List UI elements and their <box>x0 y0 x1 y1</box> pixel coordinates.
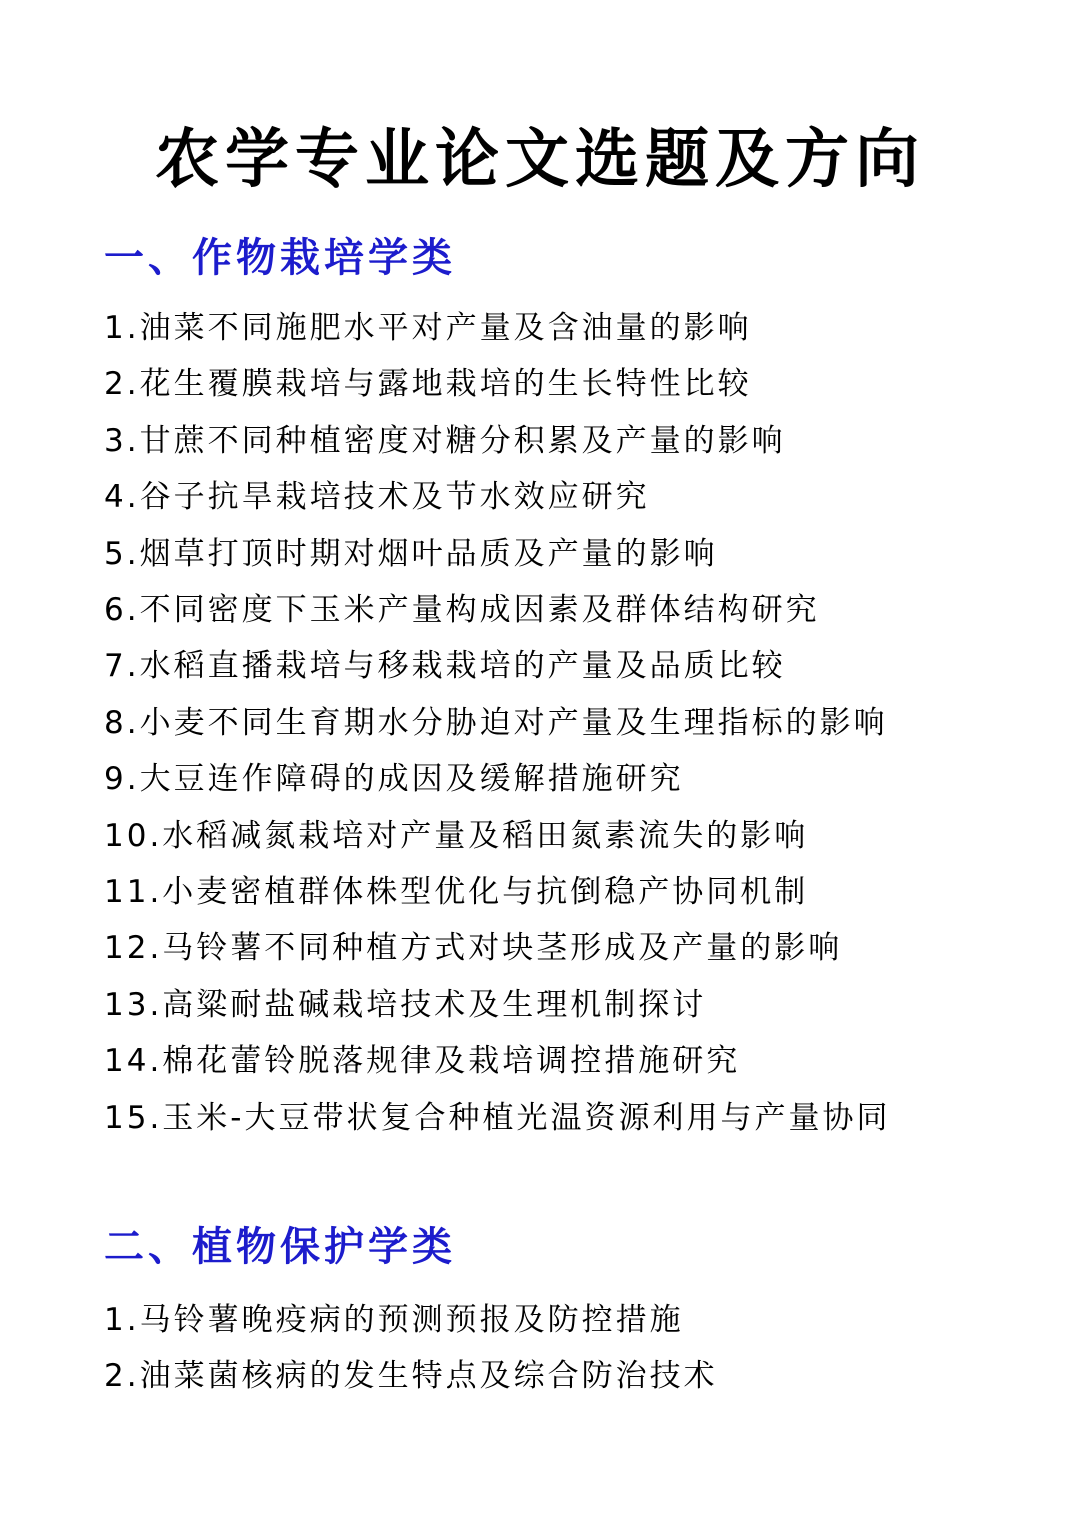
list-item: 2.油菜菌核病的发生特点及综合防治技术 <box>104 1358 718 1395</box>
list-item: 13.高粱耐盐碱栽培技术及生理机制探讨 <box>104 986 707 1023</box>
topic-list-plant-protection <box>104 1292 718 1405</box>
list-item: 5.烟草打顶时期对烟叶品质及产量的影响 <box>104 535 718 572</box>
list-item: 9.大豆连作障碍的成因及缓解措施研究 <box>104 761 684 798</box>
list-item: 1.油菜不同施肥水平对产量及含油量的影响 <box>104 310 752 346</box>
list-item: 2.花生覆膜栽培与露地栽培的生长特性比较 <box>104 366 752 403</box>
list-item: 8.小麦不同生育期水分胁迫对产量及生理指标的影响 <box>104 704 888 741</box>
page-title: 农学专业论文选题及方向 <box>155 122 925 197</box>
topic-list-crop-cultivation <box>104 300 890 1146</box>
list-item: 7.水稻直播栽培与移栽栽培的产量及品质比较 <box>104 648 786 685</box>
list-item: 3.甘蔗不同种植密度对糖分积累及产量的影响 <box>104 422 786 459</box>
list-item: 4.谷子抗旱栽培技术及节水效应研究 <box>104 479 650 516</box>
list-item: 6.不同密度下玉米产量构成因素及群体结构研究 <box>104 592 820 629</box>
list-item: 12.马铃薯不同种植方式对块茎形成及产量的影响 <box>104 930 843 967</box>
list-item: 10.水稻减氮栽培对产量及稻田氮素流失的影响 <box>104 817 809 854</box>
section-heading-crop-cultivation: 一、作物栽培学类 <box>104 234 456 281</box>
list-item: 11.小麦密植群体株型优化与抗倒稳产协同机制 <box>104 874 809 911</box>
list-item: 1.马铃薯晚疫病的预测预报及防控措施 <box>104 1302 684 1338</box>
section-heading-plant-protection: 二、植物保护学类 <box>104 1223 456 1270</box>
list-item: 14.棉花蕾铃脱落规律及栽培调控措施研究 <box>104 1043 741 1080</box>
list-item: 15.玉米-大豆带状复合种植光温资源利用与产量协同 <box>104 1099 891 1136</box>
